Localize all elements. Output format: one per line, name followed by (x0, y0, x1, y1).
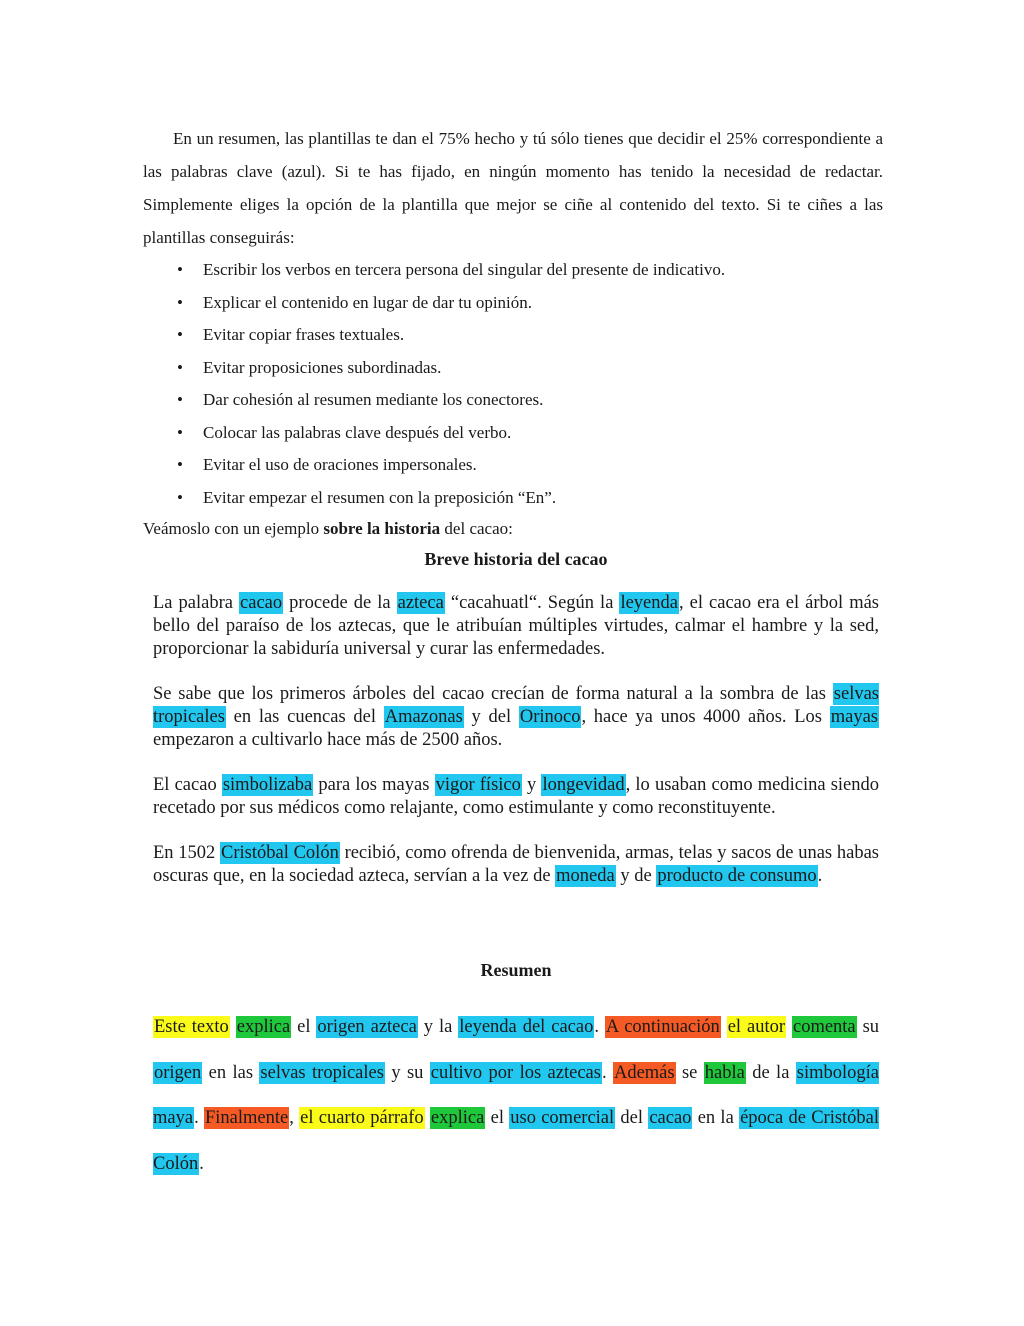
text-run: y su (384, 1062, 430, 1083)
text-run: . (194, 1108, 204, 1128)
highlight-blue: Cristóbal Colón (221, 843, 339, 863)
list-item: • Colocar las palabras clave después del verbo. (143, 417, 883, 450)
highlight-blue: época de Cristóbal Colón (153, 1108, 880, 1174)
text-run: Se sabe que los primeros árboles del cacao crecían de forma natural a la sombra de las (153, 684, 833, 704)
text-run: del (615, 1108, 649, 1128)
text-run: . (199, 1153, 204, 1174)
text-run: en la (692, 1108, 740, 1128)
text-run: y de (615, 866, 657, 886)
example-bold-text: sobre la historia (323, 519, 441, 538)
text-run (721, 1017, 727, 1037)
highlight-blue: leyenda del cacao (459, 1017, 594, 1037)
highlight-green: habla (704, 1062, 745, 1083)
bullet-icon: • (177, 292, 183, 312)
text-run: y la (417, 1017, 459, 1037)
list-item: • Evitar empezar el resumen con la preposición “En”. (143, 482, 883, 515)
text-run: En 1502 (153, 843, 221, 863)
bullet-icon: • (177, 357, 183, 377)
text-run: se (675, 1062, 704, 1083)
text-run: de la (745, 1062, 796, 1083)
highlight-green: explica (236, 1017, 291, 1037)
highlight-blue: Orinoco (519, 707, 581, 727)
highlight-blue: cacao (649, 1108, 692, 1128)
intro-paragraph: En un resumen, las plantillas te dan el 75% hecho y tú sólo tienes que decidir el 25% correspondiente a las palabras clave (azul). Si te has fijado, en ningún momento has tenido la necesidad de redactar. Simplemente eliges la opción de la plantilla que mejor se ciñe al contenido del texto. Si te ciñes a las plantillas conseguirás: (143, 129, 883, 247)
checklist (143, 254, 883, 514)
text-run: “cacahuatl“. Según la (444, 593, 620, 613)
document-body (143, 122, 883, 544)
text-run: , hace ya unos 4000 años. Los (581, 707, 830, 727)
list-item: • Explicar el contenido en lugar de dar tu opinión. (143, 287, 883, 320)
text-run: . (601, 1062, 613, 1083)
highlight-green: explica (430, 1108, 485, 1128)
highlight-blue: mayas (830, 707, 878, 727)
highlight-blue: uso comercial (510, 1108, 615, 1128)
highlight-blue: origen azteca (317, 1017, 417, 1037)
sample-paragraph (153, 683, 879, 752)
highlight-orange: Además (613, 1062, 675, 1083)
highlight-blue: cacao (240, 593, 283, 613)
sample-text (153, 592, 879, 910)
bullet-icon: • (177, 422, 183, 442)
text-run: La palabra (153, 593, 240, 613)
highlight-blue: selvas tropicales (260, 1062, 384, 1083)
text-run: . (594, 1017, 605, 1037)
bullet-icon: • (177, 455, 183, 474)
highlight-blue: Amazonas (384, 707, 463, 727)
text-run (230, 1017, 236, 1037)
sample-paragraph (153, 774, 879, 820)
highlight-blue: longevidad (542, 775, 625, 795)
list-item: • Dar cohesión al resumen mediante los conectores. (143, 384, 883, 417)
summary-text (153, 1005, 879, 1187)
list-item: • Evitar proposiciones subordinadas. (143, 352, 883, 385)
text-run: procede de la (283, 593, 397, 613)
text-run: , lo usaban como medicina siendo recetado por sus médicos como relajante, como estimulante y como reconstituyente. (153, 775, 880, 818)
highlight-yellow: el autor (727, 1017, 786, 1037)
highlight-blue: vigor físico (435, 775, 521, 795)
highlight-yellow: Este texto (154, 1017, 229, 1037)
text-run: para los mayas (313, 775, 435, 795)
text-run: y del (463, 707, 519, 727)
text-run: y (521, 775, 542, 795)
text-run: . (817, 866, 823, 886)
list-item: • Evitar copiar frases textuales. (143, 319, 883, 352)
bullet-icon: • (177, 325, 183, 344)
text-run: su (856, 1017, 880, 1037)
highlight-yellow: el cuarto párrafo (300, 1108, 424, 1128)
sample-paragraph (153, 842, 879, 888)
text-run: El cacao (153, 775, 222, 795)
bullet-icon: • (177, 487, 183, 507)
bullet-icon: • (177, 260, 183, 279)
sample-title: Breve historia del cacao (424, 549, 608, 569)
text-run: el (485, 1108, 510, 1128)
text-run: en las (202, 1062, 260, 1083)
text-run: en las cuencas del (225, 707, 384, 727)
highlight-blue: leyenda (620, 593, 678, 613)
bullet-icon: • (177, 390, 183, 409)
text-run: empezaron a cultivarlo hace más de 2500 años. (153, 730, 503, 750)
text-run: , (289, 1108, 300, 1128)
text-run: recibió, como ofrenda de bienvenida, armas, telas y sacos de unas habas oscuras que, en la sociedad azteca, servían a la vez de (153, 843, 879, 886)
list-item: • Evitar el uso de oraciones impersonales. (143, 449, 883, 482)
highlight-blue: cultivo por los aztecas (430, 1062, 601, 1083)
highlight-blue: selvas tropicales (153, 684, 879, 727)
highlight-orange: Finalmente (204, 1108, 289, 1128)
summary-title: Resumen (480, 960, 552, 980)
highlight-blue: moneda (556, 866, 615, 886)
sample-paragraph (153, 592, 879, 661)
example-intro: Veámoslo con un ejemplo sobre la historia del cacao: (143, 519, 513, 538)
list-item: • Escribir los verbos en tercera persona del singular del presente de indicativo. (143, 254, 883, 287)
highlight-blue: origen (154, 1062, 202, 1083)
highlight-blue: azteca (397, 593, 444, 613)
highlight-blue: simbología maya (153, 1062, 880, 1128)
highlight-orange: A continuación (605, 1017, 720, 1037)
text-run: , el cacao era el árbol más bello del paraíso de los aztecas, que le atribuían múltiples virtudes, calmar el hambre y la sed, proporcionar la sabiduría universal y curar las enfermedades. (153, 593, 880, 659)
text-run: el (291, 1017, 317, 1037)
highlight-blue: producto de consumo (657, 866, 817, 886)
highlight-green: comenta (792, 1017, 856, 1037)
highlight-blue: simbolizaba (222, 775, 313, 795)
